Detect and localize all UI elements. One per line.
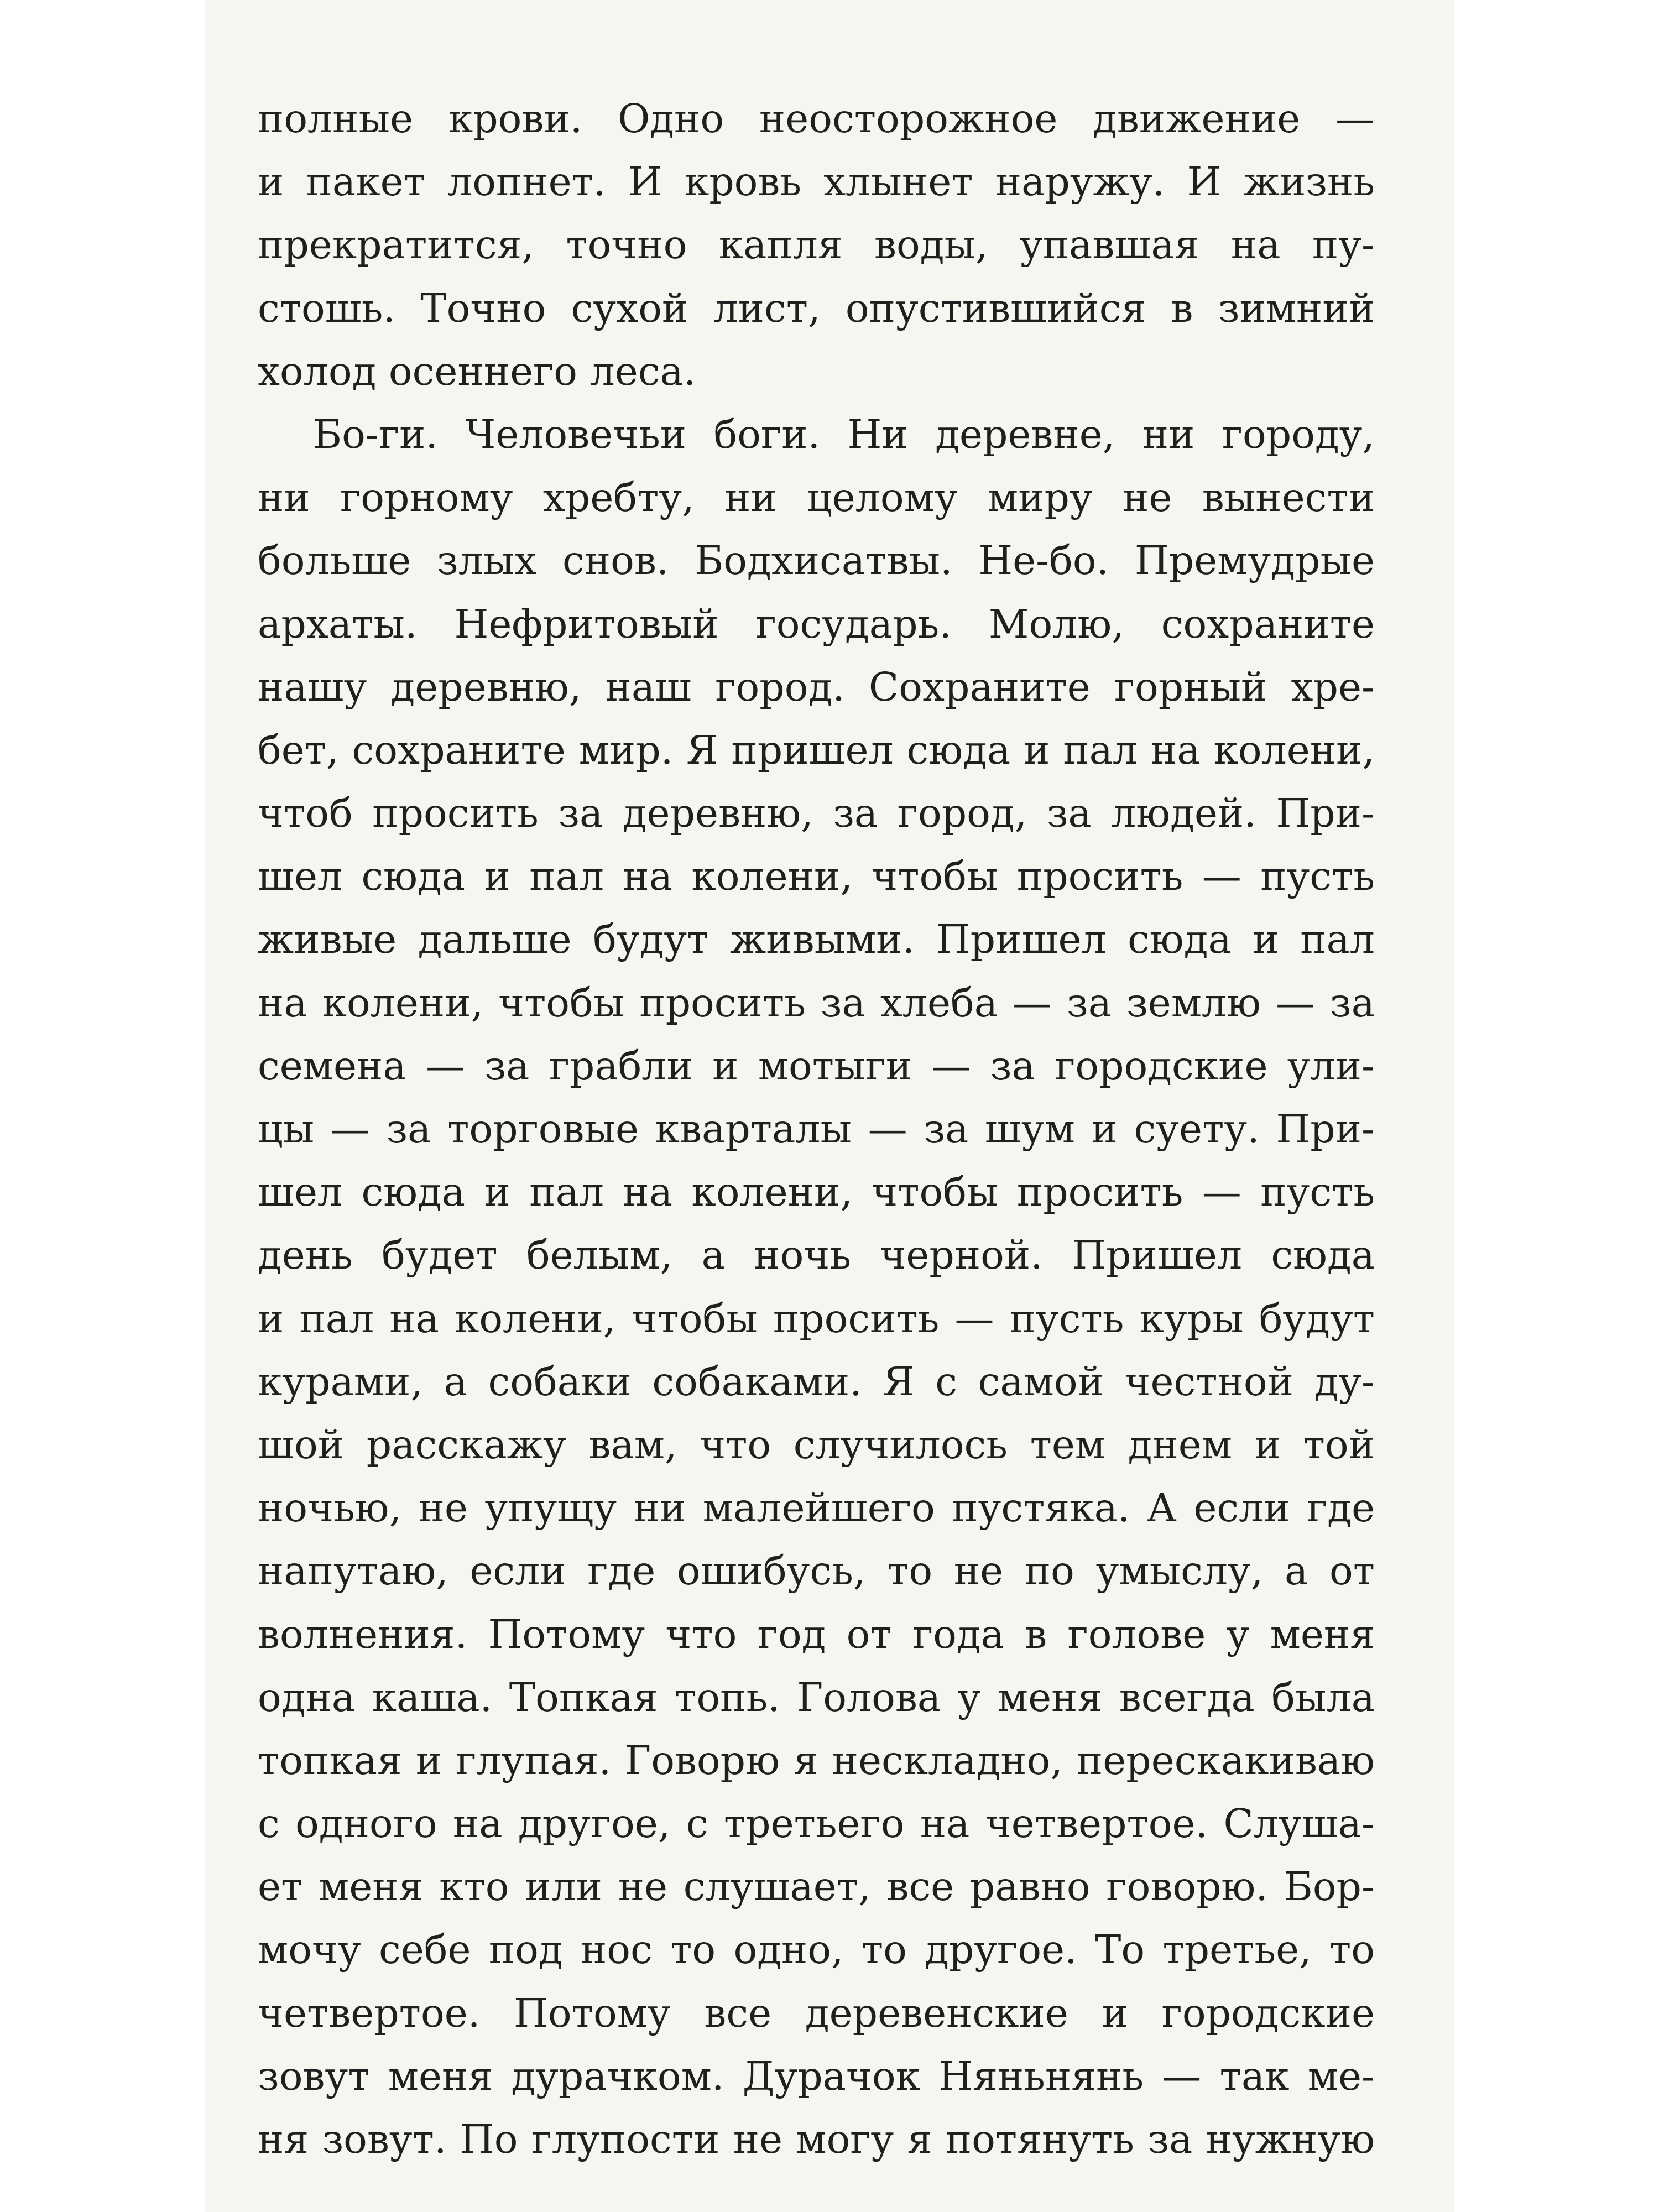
text-line: прекратится, точно капля воды, упавшая на пу- [258,222,1375,268]
text-line: семена — за грабли и мотыги — за городские ули- [258,1042,1375,1089]
text-line: напутаю, если где ошибусь, то не по умыслу, а от [258,1548,1375,1594]
text-line: зовут меня дурачком. Дурачок Няньнянь — так ме- [258,2053,1375,2099]
text-line: с одного на другое, с третьего на четвертое. Слуша- [258,1801,1375,1847]
text-line: нашу деревню, наш город. Сохраните горный хре- [258,664,1375,710]
text-line: холод осеннего леса. [258,348,696,394]
text-line: архаты. Нефритовый государь. Молю, сохраните [258,601,1375,647]
text-line: чтоб просить за деревню, за город, за людей. При- [258,790,1375,837]
text-line: топкая и глупая. Говорю я нескладно, перескакиваю [258,1737,1375,1783]
text-line: бет, сохраните мир. Я пришел сюда и пал на колени, [258,727,1375,773]
text-line: живые дальше будут живыми. Пришел сюда и пал [258,916,1375,963]
text-line: шой расскажу вам, что случилось тем днем и той [258,1421,1375,1468]
text-line: и пал на колени, чтобы просить — пусть куры будут [258,1295,1375,1342]
text-line: мочу себе под нос то одно, то другое. То третье, то [258,1927,1375,1973]
text-line: стошь. Точно сухой лист, опустившийся в зимний [258,285,1375,331]
text-line: полные крови. Одно неосторожное движение — [258,96,1375,142]
text-line: ет меня кто или не слушает, все равно говорю. Бор- [258,1864,1375,1910]
text-line: ночью, не упущу ни малейшего пустяка. А если где [258,1485,1375,1531]
text-line: четвертое. Потому все деревенские и городские [258,1990,1375,2036]
text-line: курами, а собаки собаками. Я с самой честной ду- [258,1358,1375,1405]
text-line: и пакет лопнет. И кровь хлынет наружу. И жизнь [258,159,1375,205]
text-line: волнения. Потому что год от года в голове у меня [258,1611,1375,1657]
text-line: Бо-ги. Человечьи боги. Ни деревне, ни городу, [313,411,1375,457]
book-page [205,0,1454,2212]
text-line: ня зовут. По глупости не могу я потянуть за нужную [258,2116,1375,2162]
text-line: шел сюда и пал на колени, чтобы просить — пусть [258,853,1375,900]
text-line: больше злых снов. Бодхисатвы. Не-бо. Премудрые [258,538,1375,584]
text-line: одна каша. Топкая топь. Голова у меня всегда была [258,1674,1375,1720]
text-line: на колени, чтобы просить за хлеба — за землю — за [258,979,1375,1026]
text-line: цы — за торговые кварталы — за шум и суету. При- [258,1106,1375,1152]
text-line: день будет белым, а ночь черной. Пришел сюда [258,1232,1375,1279]
page-text [258,87,1375,2171]
text-line: ни горному хребту, ни целому миру не вынести [258,474,1375,521]
text-line: шел сюда и пал на колени, чтобы просить — пусть [258,1169,1375,1215]
